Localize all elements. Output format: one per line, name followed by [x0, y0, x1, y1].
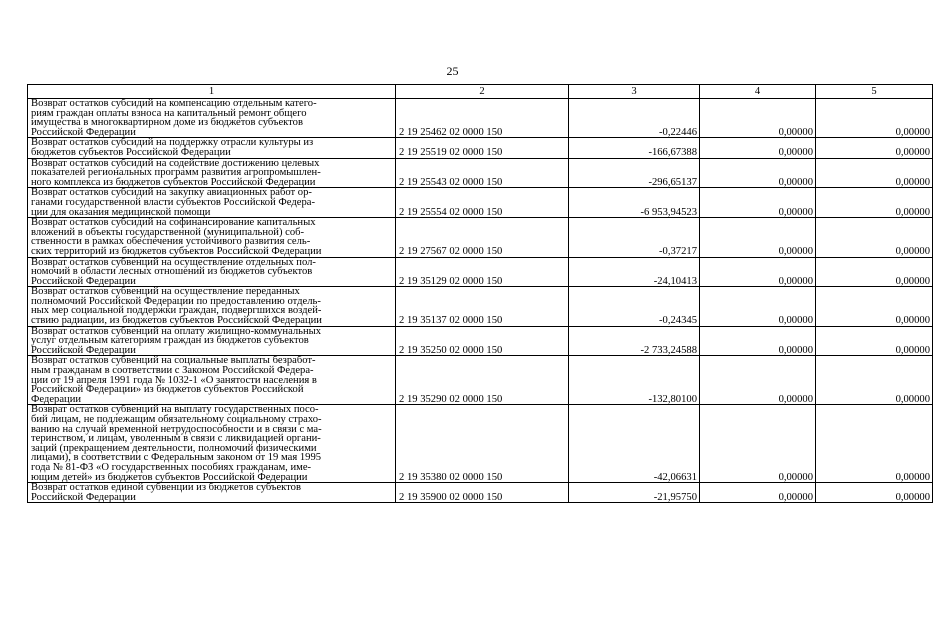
row-description: Возврат остатков субвенций на выплату государственных посо- бий лицам, не подлежащим обязательному социальному страхо- ванию на случай временной нетрудоспособности и в связи с ма- теринством, и лицам, уволенным в связи с ликвидацией органи- заций (прекращением деятельности, полномочий физическими лицами), в соответствии с Федеральным законом от 19 мая 1995 года № 81-ФЗ «О государственных пособиях гражданам, име- ющим детей» из бюджетов субъектов Российской Федерации	[28, 405, 396, 483]
row-value-col4: 0,00000	[700, 158, 816, 188]
row-budget-code: 2 19 35290 02 0000 150	[396, 356, 569, 405]
row-value-col3: -6 953,94523	[569, 188, 700, 218]
row-budget-code: 2 19 27567 02 0000 150	[396, 218, 569, 257]
table-row	[28, 356, 933, 405]
row-value-col4: 0,00000	[700, 99, 816, 138]
table-row	[28, 405, 933, 483]
table-row	[28, 138, 933, 158]
table-row	[28, 483, 933, 503]
row-value-col5: 0,00000	[816, 287, 933, 326]
row-value-col4: 0,00000	[700, 138, 816, 158]
row-value-col3: -42,06631	[569, 405, 700, 483]
row-value-col3: -0,22446	[569, 99, 700, 138]
table-body	[28, 99, 933, 503]
column-header-4: 4	[700, 85, 816, 99]
row-value-col3: -2 733,24588	[569, 326, 700, 356]
table-header-row	[28, 85, 933, 99]
row-value-col3: -132,80100	[569, 356, 700, 405]
row-budget-code: 2 19 25554 02 0000 150	[396, 188, 569, 218]
row-value-col5: 0,00000	[816, 257, 933, 287]
table-row	[28, 188, 933, 218]
row-value-col5: 0,00000	[816, 405, 933, 483]
row-budget-code: 2 19 35380 02 0000 150	[396, 405, 569, 483]
row-value-col4: 0,00000	[700, 356, 816, 405]
row-description: Возврат остатков субсидий на содействие достижению целевых показателей региональных программ развития агропромышлен- ного комплекса из бюджетов субъектов Российской Федерации	[28, 158, 396, 188]
table-row	[28, 218, 933, 257]
row-value-col4: 0,00000	[700, 326, 816, 356]
row-value-col3: -0,24345	[569, 287, 700, 326]
row-budget-code: 2 19 25462 02 0000 150	[396, 99, 569, 138]
budget-table	[27, 84, 933, 503]
row-description: Возврат остатков субвенций на социальные выплаты безработ- ным гражданам в соответствии с Законом Российской Федера- ции от 19 апреля 1991 года № 1032-1 «О занятости населения в Российской Федерации» из бюджетов субъектов Российской Федерации	[28, 356, 396, 405]
row-value-col5: 0,00000	[816, 218, 933, 257]
row-value-col4: 0,00000	[700, 188, 816, 218]
row-value-col4: 0,00000	[700, 218, 816, 257]
table-row	[28, 158, 933, 188]
column-header-1: 1	[28, 85, 396, 99]
row-value-col5: 0,00000	[816, 188, 933, 218]
table-row	[28, 287, 933, 326]
row-value-col5: 0,00000	[816, 356, 933, 405]
row-value-col3: -0,37217	[569, 218, 700, 257]
row-description: Возврат остатков субсидий на закупку авиационных работ ор- ганами государственной власти субъектов Российской Федера- ции для оказания медицинской помощи	[28, 188, 396, 218]
row-value-col5: 0,00000	[816, 483, 933, 503]
row-budget-code: 2 19 35129 02 0000 150	[396, 257, 569, 287]
row-value-col5: 0,00000	[816, 138, 933, 158]
row-value-col3: -166,67388	[569, 138, 700, 158]
row-budget-code: 2 19 25543 02 0000 150	[396, 158, 569, 188]
row-description: Возврат остатков субсидий на софинансирование капитальных вложений в объекты государственной (муниципальной) соб- ственности в рамках обеспечения устойчивого развития сель- ских территорий из бюджетов субъектов Российской Федерации	[28, 218, 396, 257]
row-value-col4: 0,00000	[700, 257, 816, 287]
page-number: 25	[446, 64, 459, 78]
row-budget-code: 2 19 35900 02 0000 150	[396, 483, 569, 503]
column-header-5: 5	[816, 85, 933, 99]
row-budget-code: 2 19 35137 02 0000 150	[396, 287, 569, 326]
row-value-col4: 0,00000	[700, 483, 816, 503]
row-value-col5: 0,00000	[816, 158, 933, 188]
row-value-col4: 0,00000	[700, 405, 816, 483]
row-description: Возврат остатков субвенций на оплату жилищно-коммунальных услуг отдельным категориям граждан из бюджетов субъектов Российской Федерации	[28, 326, 396, 356]
column-header-3: 3	[569, 85, 700, 99]
table-row	[28, 257, 933, 287]
row-budget-code: 2 19 25519 02 0000 150	[396, 138, 569, 158]
row-description: Возврат остатков субсидий на поддержку отрасли культуры из бюджетов субъектов Российской Федерации	[28, 138, 396, 158]
column-header-2: 2	[396, 85, 569, 99]
row-value-col3: -24,10413	[569, 257, 700, 287]
row-description: Возврат остатков субвенций на осуществление отдельных пол- номочий в области лесных отношений из бюджетов субъектов Российской Федерации	[28, 257, 396, 287]
row-description: Возврат остатков единой субвенции из бюджетов субъектов Российской Федерации	[28, 483, 396, 503]
row-value-col3: -296,65137	[569, 158, 700, 188]
table-row	[28, 326, 933, 356]
row-description: Возврат остатков субсидий на компенсацию отдельным катего- риям граждан оплаты взноса на капитальный ремонт общего имущества в многоквартирном доме из бюджетов субъектов Российской Федерации	[28, 99, 396, 138]
row-value-col5: 0,00000	[816, 99, 933, 138]
row-description: Возврат остатков субвенций на осуществление переданных полномочий Российской Федерации по предоставлению отдель- ных мер социальной поддержки граждан, подвергшихся воздей- ствию радиации, из бюджетов субъектов Российской Федерации	[28, 287, 396, 326]
row-budget-code: 2 19 35250 02 0000 150	[396, 326, 569, 356]
row-value-col4: 0,00000	[700, 287, 816, 326]
row-value-col5: 0,00000	[816, 326, 933, 356]
row-value-col3: -21,95750	[569, 483, 700, 503]
table-row	[28, 99, 933, 138]
